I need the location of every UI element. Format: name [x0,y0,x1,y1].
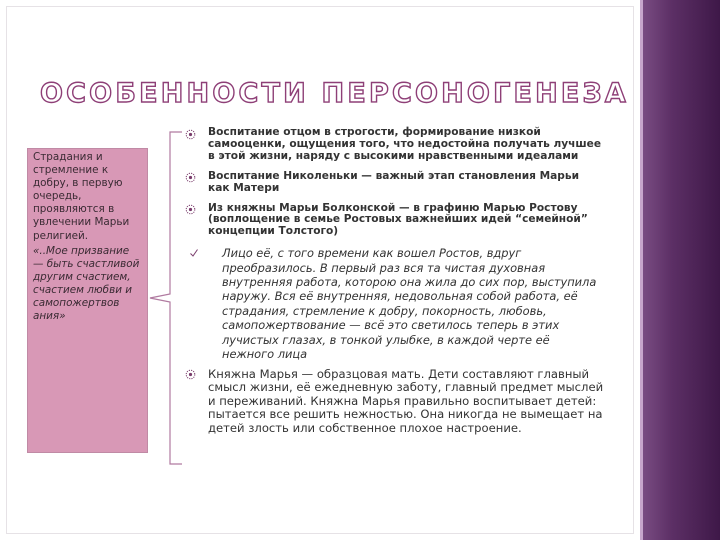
bullet-text: Воспитание отцом в строгости, формирование низкой самооценки, ощущения того, что недостойна получать лучшее в этой жизни, наряду с высокими нравственными идеалами [208,126,602,162]
bullet-text: Из княжны Марьи Болконской — в графиню Марью Ростову (воплощение в семье Ростовых важнейших идей “семейной” концепции Толстого) [208,201,588,238]
list-item [184,203,604,239]
dotted-circle-icon [184,172,196,184]
sidebar-text: Страдания и стремление к добру, в первую очередь, проявляются в увлечении Марьи религией. [33,151,130,242]
dotted-circle-icon [184,128,196,140]
bullet-text: Воспитание Николеньки — важный этап становления Марьи как Матери [208,169,580,194]
dotted-circle-icon [184,204,196,216]
bullet-text: Лицо её, с того времени как вошел Ростов, вдруг преобразилось. В первый раз вся та чистая духовная внутренняя работа, которою она жила до сих пор, выступила наружу. Вся её внутренняя, недовольная собой работа, её страдания, стремление к добру, покорность, любовь, самопожертвование — всё это светилось теперь в этих лучистых глазах, в тонкой улыбке, в каждой черте её нежного лица [222,246,597,362]
page-title: ОСОБЕННОСТИ ПЕРСОНОГЕНЕЗА [40,78,630,109]
sidebar-quote: «..Мое призвание — быть счастливой другим счастием, счастием любви и самопожертвов ания» [33,244,140,323]
dotted-circle-icon [184,369,196,381]
list-item [184,127,604,163]
sidebar-note [27,148,148,453]
bullet-list [184,127,604,435]
list-item [184,171,604,195]
bullet-text: Княжна Марья — образцовая мать. Дети составляют главный смысл жизни, её ежедневную заботу, главный предмет мыслей и переживаний. Княжна Марья правильно воспитывает детей: пытается все решить нежностью. Она никогда не вымещает на детей злость или собственное плохое настроение. [208,366,604,435]
list-item [184,246,604,361]
checkmark-icon [188,247,200,259]
list-item [184,368,604,436]
decorative-side-band [640,0,720,540]
bracket-icon [144,128,184,468]
